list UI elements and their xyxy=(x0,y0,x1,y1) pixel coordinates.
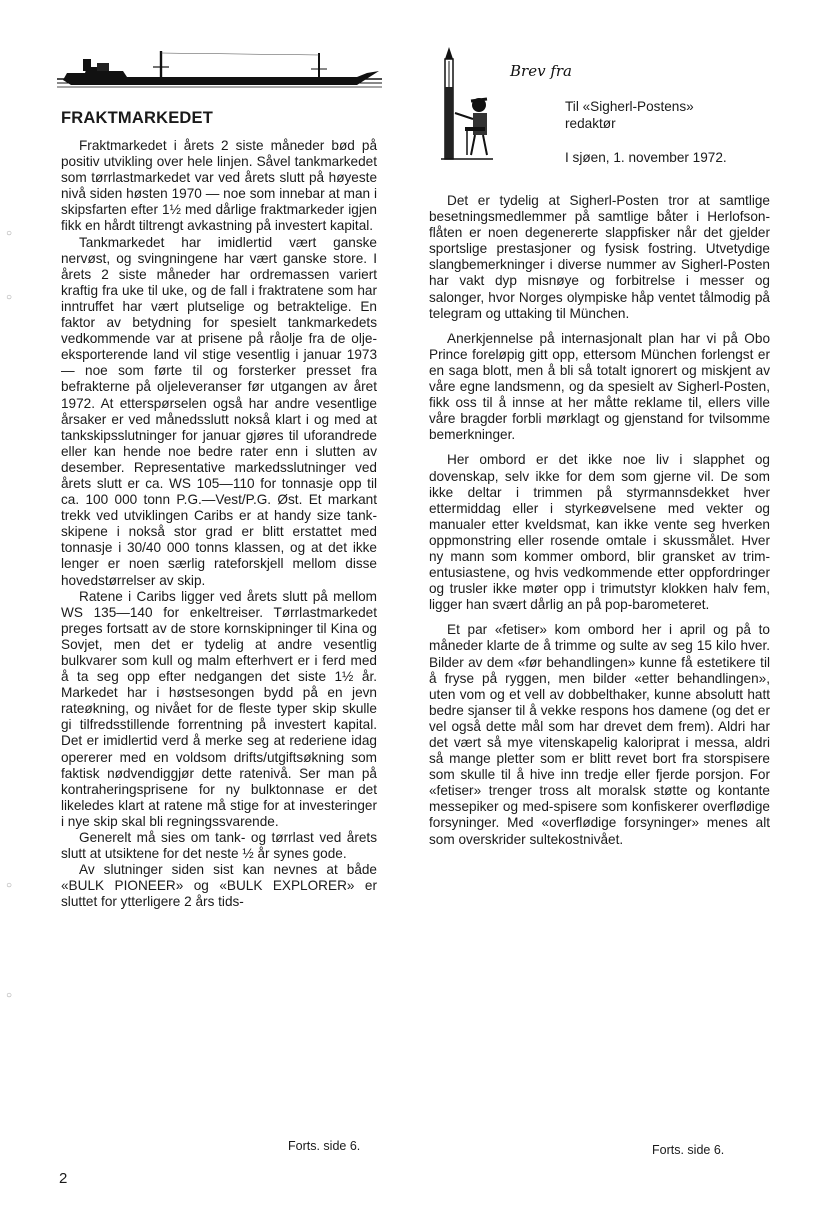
punch-hole-icon: ○ xyxy=(6,292,13,303)
paragraph: Fraktmarkedet i årets 2 siste måneder bød på positiv utvikling over hele linjen. Såvel tankmarkedet som tørrlastmarkedet var ved årets slutt på høyeste nivå siden høsten 1970 — noe som innebar at man i skipsfarten efter 1½ med dårlige fraktmarkeder igjen fikk en hårdt tiltrengt avkastning på investert kapital. xyxy=(61,138,377,234)
script-title-text: Brev fra xyxy=(510,62,572,80)
paragraph: Tankmarkedet har imidlertid vært ganske nervøst, og svingningene har vært ganske store. I årets 2 siste måneder har ordremassen variert kraftig fra uke til uke, og de fall i fraktratene som har inntruffet har vært plutselige og betraktelige. En faktor av betydning for spesielt tankmarkedets vedkommende var at prisene på råolje fra de oljeeksporterende land vil stige vesentlig i januar 1973 — noe som førte til og forsterker presset fra befrakterne på oljeleveranser før utgangen av året 1972. At etterspørselen også har andre vesentlige årsaker er ved månedsslutt nokså klart i og med at tankskipsslutninger for januar gjøres til uforandrede eller kan hende noe bedre rater enn i slutten av desember. Representative markedsslutninger ved årets slutt er ca. WS 105—110 for tonnasje opp til ca. 100 000 tonn P.G.—Vest/P.G. Øst. Et markant trekk ved utviklingen Caribs er at handy size tankskipene i nokså stor grad er blitt erstattet med tonnasje i 30/40 000 tonns klassen, og at det ikke lenger er noen særlig rateforskjell mellom disse hovedstørrelser av skip. xyxy=(61,234,377,588)
paragraph: Av slutninger siden sist kan nevnes at både «BULK PIONEER» og «BULK EXPLORER» er sluttet for ytterligere 2 års tids- xyxy=(61,862,377,910)
paragraph: Anerkjennelse på internasjonalt plan har vi på Obo Prince foreløpig gitt opp, ettersom München forlengst er en saga blott, men å bli så totalt ignorert og miskjent av våre egne landsmenn, og da spesielt av Sigherl-Posten, fikk oss til å innse at her måtte reklame til, ellers ville våre bragder forbli mørklagt og gjenstand for tvilsomme bemerkninger. xyxy=(429,330,770,443)
page-number: 2 xyxy=(59,1170,68,1187)
right-letter-body xyxy=(429,193,770,848)
left-article-body xyxy=(61,138,377,911)
ship-illustration-icon xyxy=(57,49,382,91)
punch-hole-icon: ○ xyxy=(6,228,13,239)
paragraph: Her ombord er det ikke noe liv i slapphet og dovenskap, selv ikke for dem som gjerne vil. De som ikke deltar i trimmen på styrmannsdekket hver ettermiddag eller i styrkeøvelsene med vekter og manualer etter kveldsmat, kan ikke vente seg hverken oppmonstring eller rosende omtale i skussmålet. Hver ny mann som kommer ombord, blir gransket av trim-entusiastene, og hvis vedkommende etter oppfordringer og trusler ikke møter opp i trimutstyr klokken halv fem, ligger han svært dårlig an på pop-barometeret. xyxy=(429,452,770,613)
letter-script-title xyxy=(508,54,588,84)
paragraph: Et par «fetiser» kom ombord her i april og på to måneder klarte de å trimme og sulte av seg 15 kilo hver. Bilder av dem «før behandlingen» kunne få estetikere til å fryse på ryggen, men bilder «etter behandlingen», uten vom og et vell av dobbelthaker, kunne absolutt hatt bedre sjanser til å vekke respons hos damene (og det er vel også dette mål som har drevet dem frem). Aldri har det vært så mye vitenskapelig kalorіprat i messa, aldri så mange pletter som er blitt revet bort fra storspisere som skulle til å hive inn tredje eller fjerde porsjon. For «fetiser» trenger tross alt moralsk støtte og kontante messepiker og med-spisere som konfiskerer overflødige forsyninger. Med «overflødige forsyninger» menes alt som overskrider sultekostnivået. xyxy=(429,622,770,847)
pencil-man-illustration-icon xyxy=(437,47,495,167)
punch-hole-icon: ○ xyxy=(6,880,13,891)
continued-note-right: Forts. side 6. xyxy=(652,1143,725,1157)
punch-hole-icon: ○ xyxy=(6,990,13,1001)
letter-addressee xyxy=(565,98,694,132)
addressee-line: redaktør xyxy=(565,116,616,131)
paragraph: Generelt må sies om tank- og tørrlast ved årets slutt at utsiktene for det neste ½ år synes gode. xyxy=(61,830,377,862)
letter-dateline: I sjøen, 1. november 1972. xyxy=(565,150,727,165)
paragraph: Det er tydelig at Sigherl-Posten tror at samtlige besetningsmedlemmer på samtlige båter i Herlofson-flåten er noen degenererte slappfisker når det gjelder sportslige prestasjoner og fysisk fostring. Utvetydige slangbemerkninger i diverse nummer av Sigherl-Posten har vakt dyp misnøye og forbitrelse i messer og salonger, hvor Norges olympiske håp ventet tålmodig på telegram og uttaking til München. xyxy=(429,193,770,321)
paragraph: Ratene i Caribs ligger ved årets slutt på mellom WS 135—140 for enkeltreiser. Tørrlastmarkedet preges fortsatt av de store kornskipninger til Kina og Sovjet, men det er tydelig at andre vesentlig bulkvarer som kull og malm efterhvert er i ferd med å ta seg opp efter nedgangen det siste 1½ år. Markedet har i høstsesongen bydd på en jevn rateøkning, og nivået for de fleste typer skip skulle gi tilfredsstillende forrentning på investert kapital. Det er imidlertid verd å merke seg at rederiene idag opererer med en voldsom drifts/utgiftsøkning som faktisk nødvendiggjør dette ratenivå. Ser man på kontraheringsprisene for ny bulktonnase er det likeledes klart at ratene må stige for at investeringer i nye skip skal bli regningssvarende. xyxy=(61,588,377,829)
continued-note-left: Forts. side 6. xyxy=(288,1139,361,1153)
addressee-line: Til «Sigherl-Postens» xyxy=(565,99,694,114)
article-heading: FRAKTMARKEDET xyxy=(61,109,214,127)
